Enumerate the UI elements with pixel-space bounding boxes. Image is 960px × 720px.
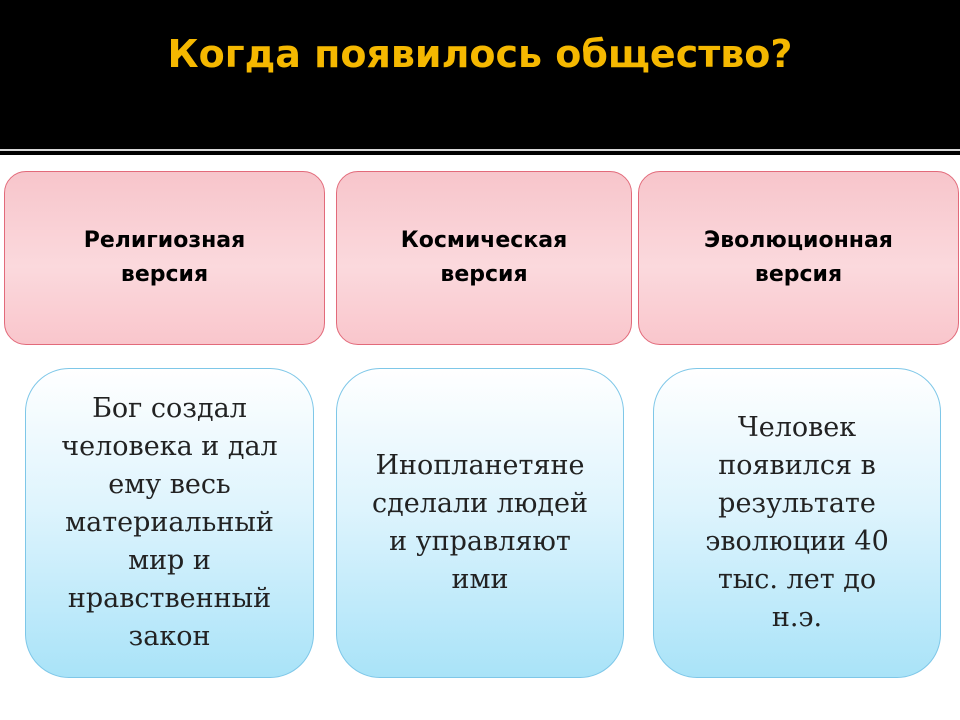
cosmic-version-heading: Космическая версия (400, 228, 568, 287)
religious-version-description-box (25, 368, 314, 678)
evolutionary-version-description: Человек появился в результате эволюции 40 тыс. лет до н.э. (705, 412, 889, 633)
evolutionary-version-description-box (653, 368, 941, 678)
religious-version-description: Бог создал человека и дал ему весь материальный мир и нравственный закон (61, 393, 278, 652)
evolutionary-version-heading: Эволюционная версия (704, 228, 893, 287)
slide-title: Когда появилось общество? (167, 32, 793, 76)
religious-version-box (4, 171, 325, 345)
slide-content (0, 155, 960, 720)
header-divider-top (0, 149, 960, 151)
cosmic-version-box (336, 171, 632, 345)
cosmic-version-description-box (336, 368, 624, 678)
evolutionary-version-box (638, 171, 959, 345)
religious-version-heading: Религиозная версия (83, 228, 246, 287)
cosmic-version-description: Инопланетяне сделали людей и управляют ими (372, 450, 588, 595)
